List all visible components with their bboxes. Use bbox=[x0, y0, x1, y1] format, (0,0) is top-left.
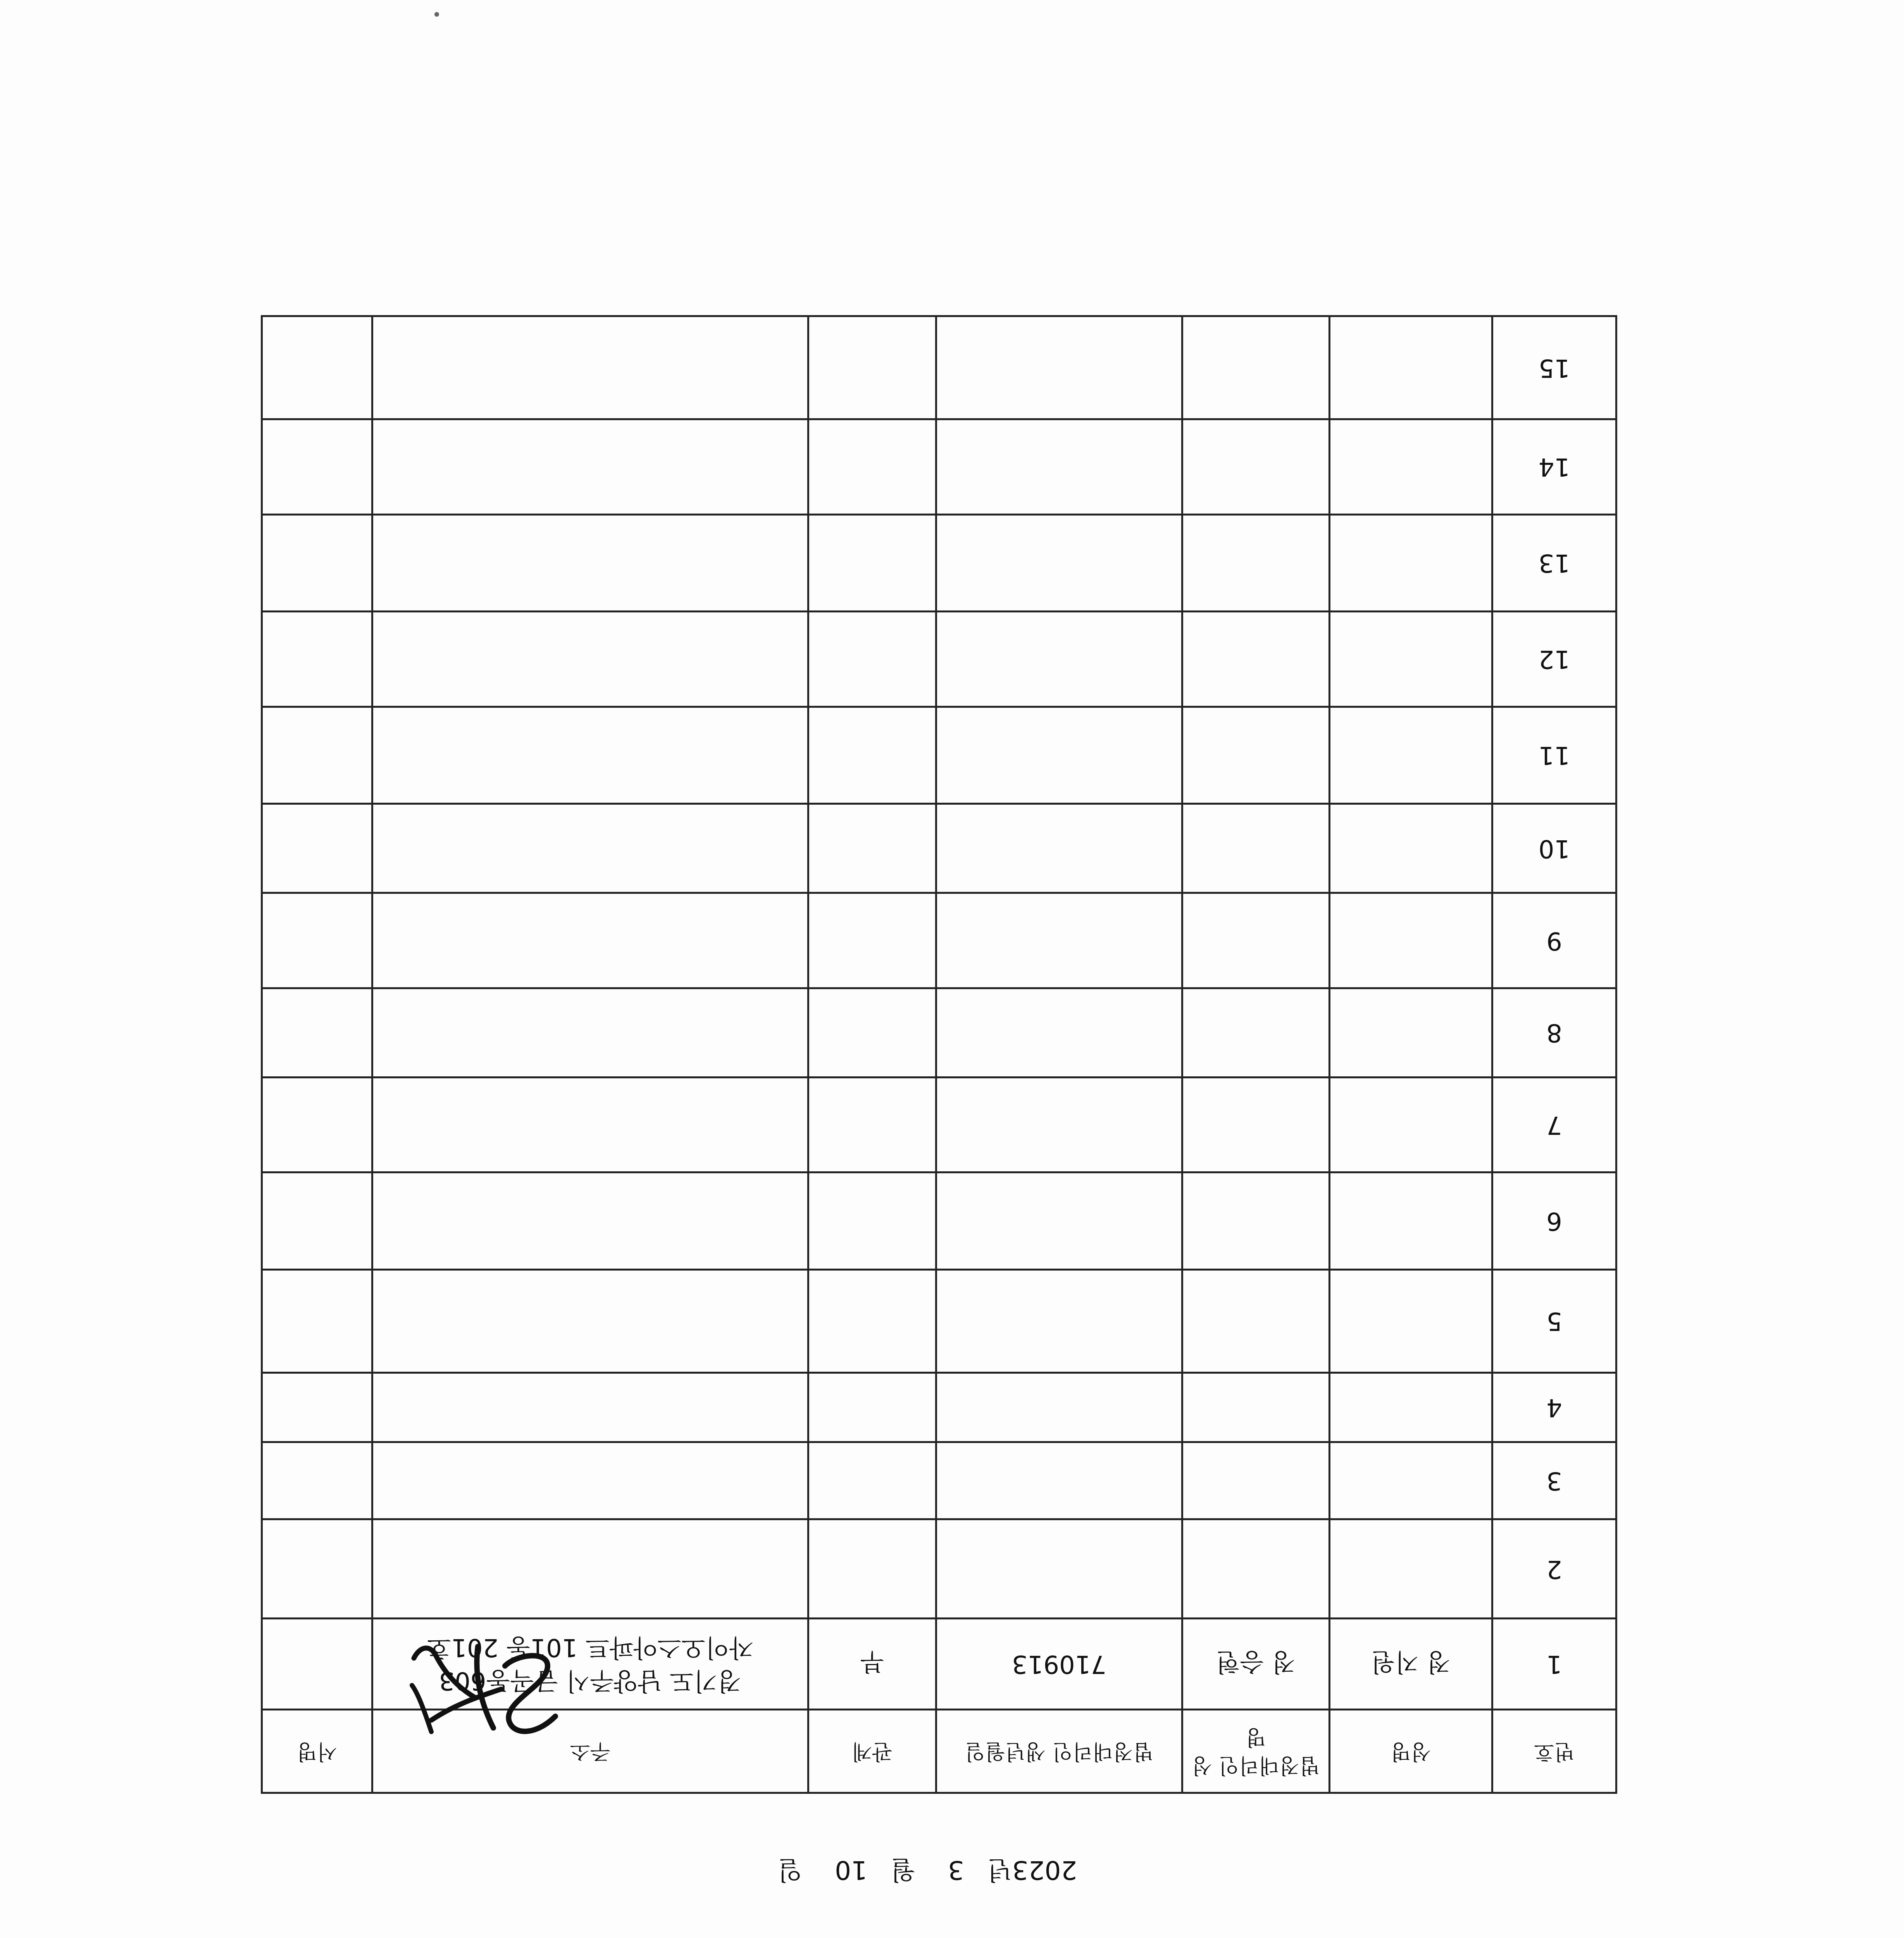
table-row bbox=[262, 1372, 1616, 1442]
header-number: 번호 bbox=[1492, 1710, 1616, 1793]
table-row bbox=[262, 988, 1616, 1077]
row-number: 12 bbox=[1492, 612, 1616, 707]
row-guardian-name: 정 승현 bbox=[1182, 1618, 1330, 1709]
row-number: 13 bbox=[1492, 514, 1616, 612]
row-number: 5 bbox=[1492, 1269, 1616, 1372]
date-year: 2023년 bbox=[987, 1855, 1077, 1885]
row-number: 15 bbox=[1492, 316, 1616, 419]
row-number: 9 bbox=[1492, 893, 1616, 988]
date-day: 10 일 bbox=[777, 1855, 868, 1885]
header-guardian-birth: 법정대리인 생년월일 bbox=[936, 1710, 1182, 1793]
table-row bbox=[262, 612, 1616, 707]
row-number: 8 bbox=[1492, 988, 1616, 1077]
row-number: 14 bbox=[1492, 419, 1616, 514]
address-line-2: 자이오스아파트 101동 201호 bbox=[427, 1633, 753, 1662]
header-signature: 서명 bbox=[262, 1710, 372, 1793]
header-address: 주소 bbox=[372, 1710, 808, 1793]
table-row bbox=[262, 316, 1616, 419]
row-signature bbox=[262, 1618, 372, 1709]
row-number: 11 bbox=[1492, 707, 1616, 804]
header-name: 성명 bbox=[1330, 1710, 1492, 1793]
header-guardian-name: 법정대리인 성명 bbox=[1182, 1710, 1330, 1793]
row-number: 3 bbox=[1492, 1442, 1616, 1519]
date-month: 3 월 bbox=[891, 1855, 964, 1885]
row-guardian-birth: 710913 bbox=[936, 1618, 1182, 1709]
row-relation: 부 bbox=[808, 1618, 936, 1709]
row-number: 2 bbox=[1492, 1519, 1616, 1619]
table-row bbox=[262, 419, 1616, 514]
row-number: 6 bbox=[1492, 1172, 1616, 1270]
row-number: 10 bbox=[1492, 804, 1616, 893]
table-row bbox=[262, 1519, 1616, 1619]
table-row bbox=[262, 514, 1616, 612]
handwritten-signature bbox=[408, 1635, 571, 1743]
signing-date bbox=[617, 1854, 1237, 1891]
address-line-1: 경기도 남양주시 금곡동603 bbox=[439, 1666, 742, 1695]
table-row bbox=[262, 1442, 1616, 1519]
guardian-table bbox=[261, 315, 1617, 1794]
table-row bbox=[262, 893, 1616, 988]
table-row bbox=[262, 1172, 1616, 1270]
row-name: 정 지원 bbox=[1330, 1618, 1492, 1709]
table-row bbox=[262, 804, 1616, 893]
row-number: 7 bbox=[1492, 1077, 1616, 1172]
row-number: 4 bbox=[1492, 1372, 1616, 1442]
header-relation: 관계 bbox=[808, 1710, 936, 1793]
table-row bbox=[262, 1077, 1616, 1172]
table-row bbox=[262, 707, 1616, 804]
scan-speck bbox=[434, 12, 439, 17]
table-row bbox=[262, 1269, 1616, 1372]
row-number: 1 bbox=[1492, 1618, 1616, 1709]
